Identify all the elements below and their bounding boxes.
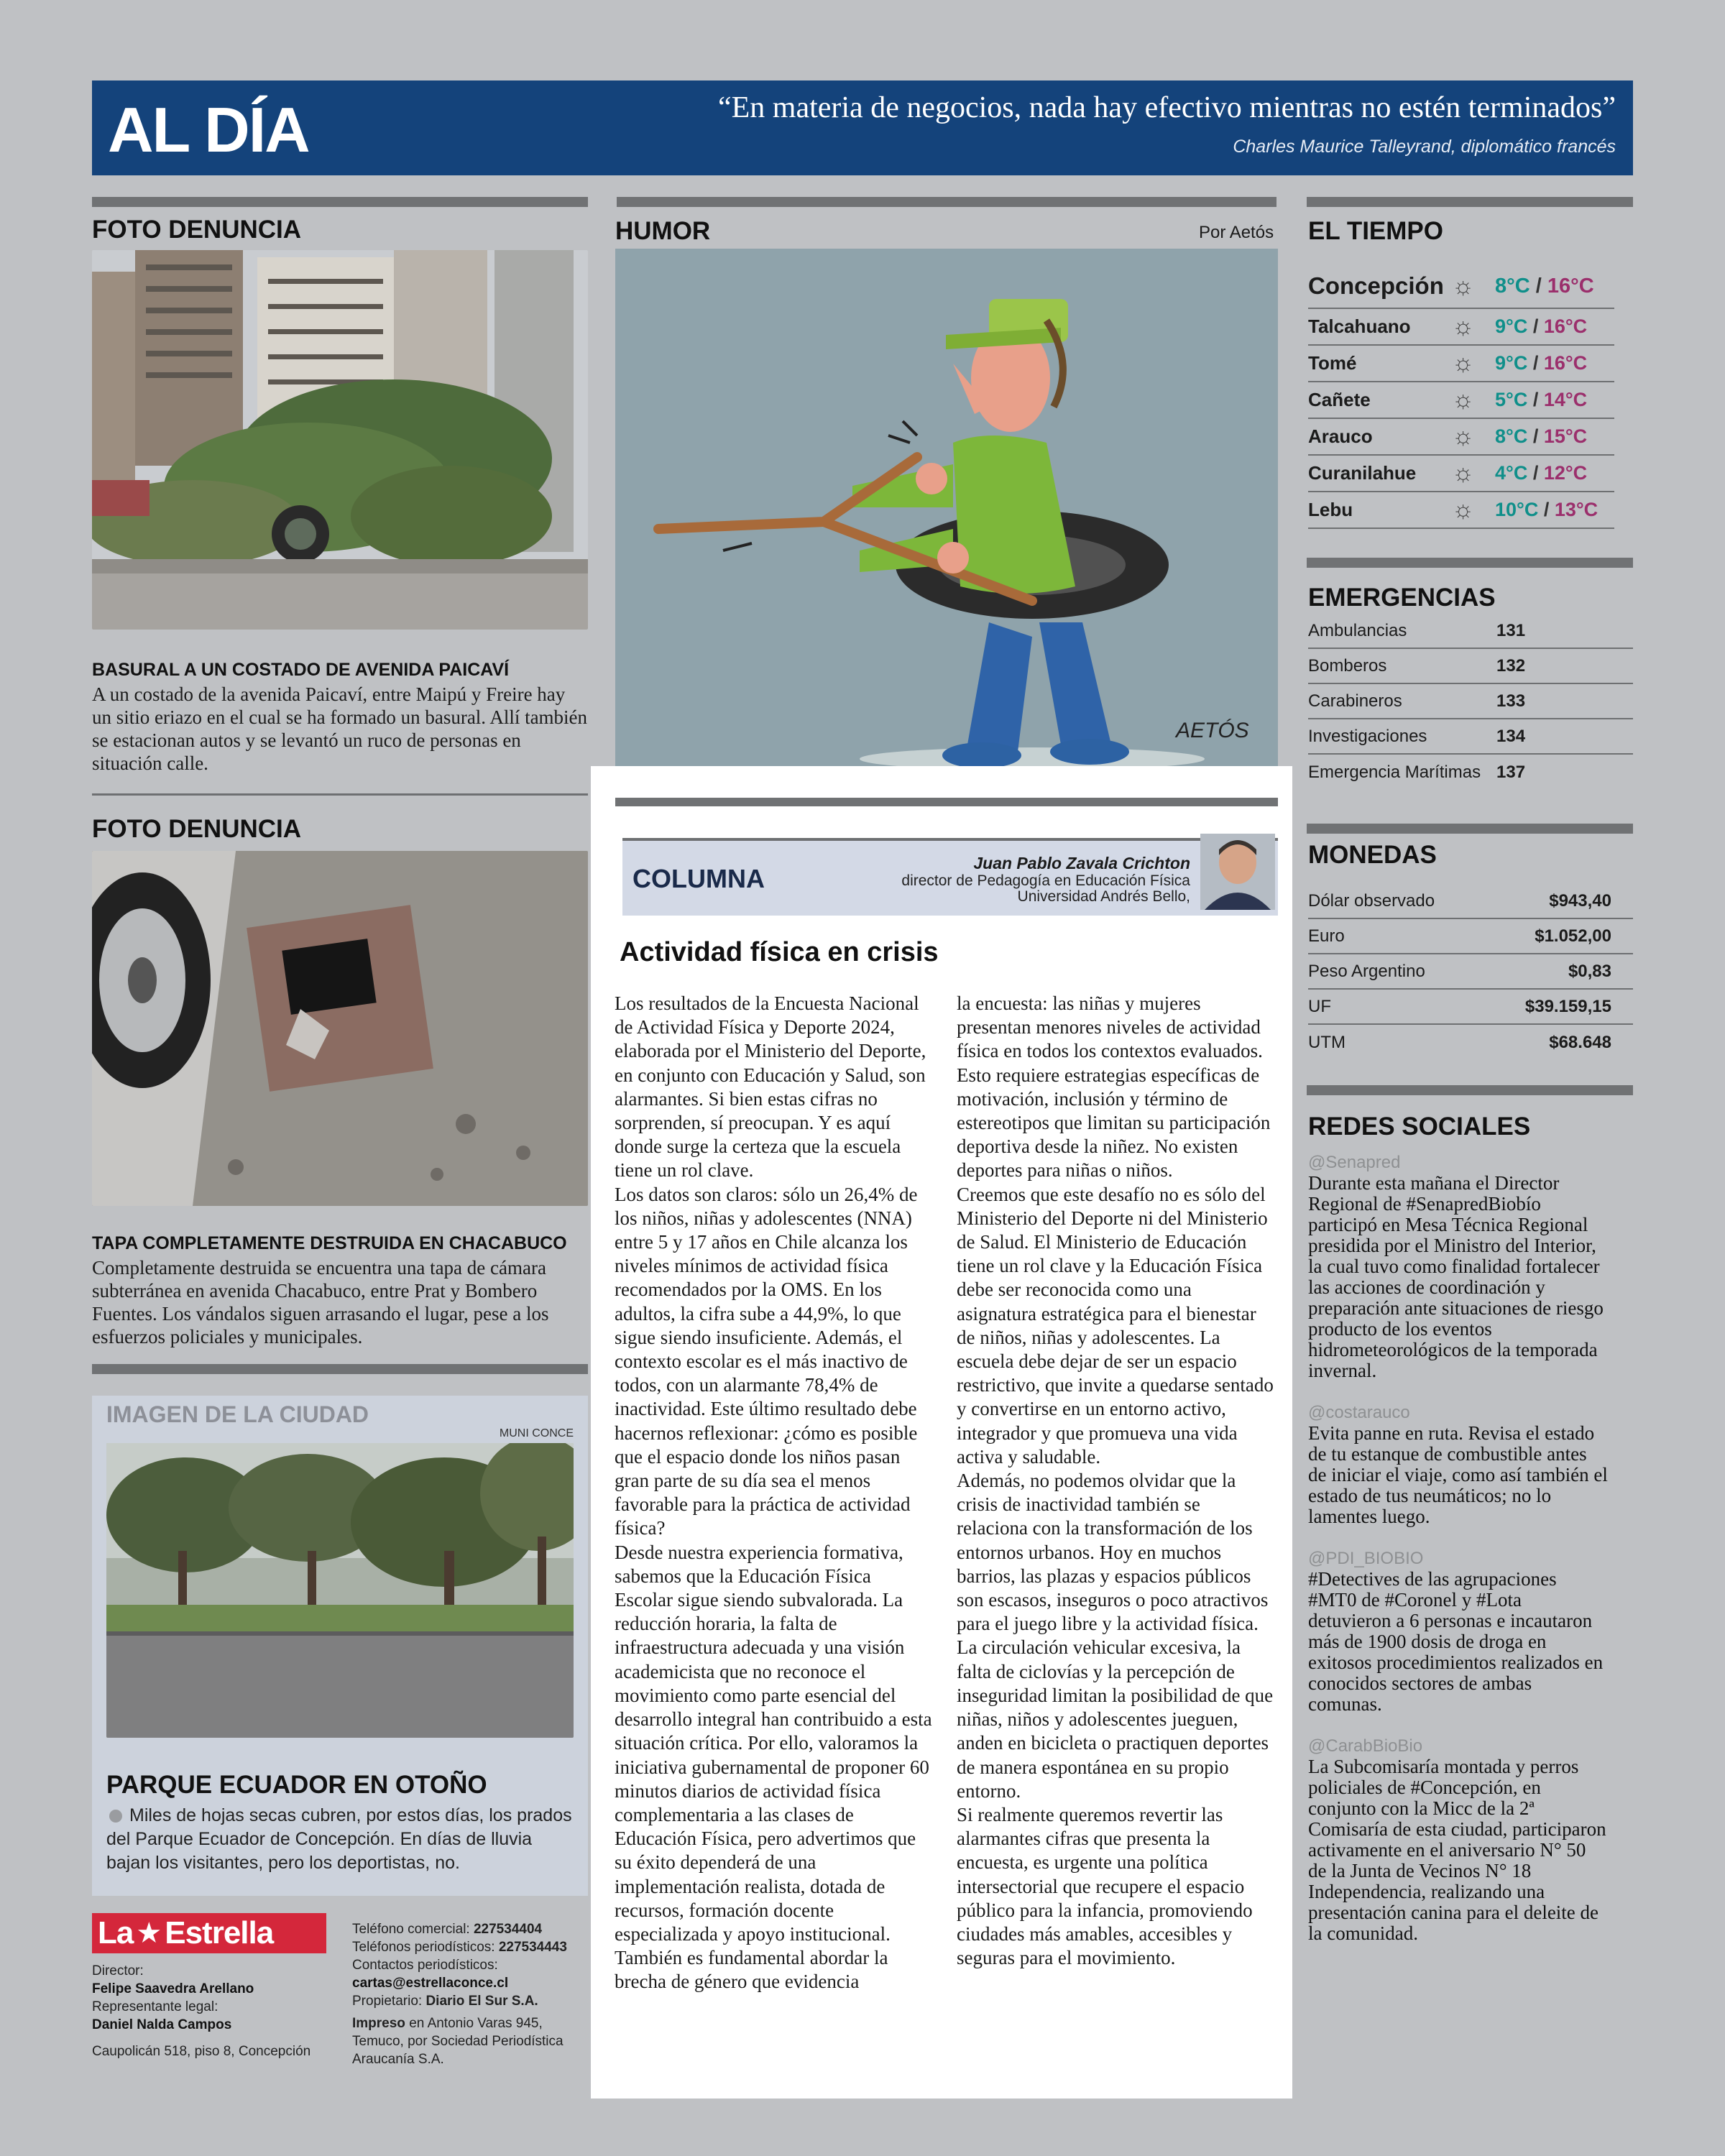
imagen-label: IMAGEN DE LA CIUDAD <box>106 1401 369 1427</box>
foto1-text: A un costado de la avenida Paicaví, entre Maipú y Freire hay un sitio eriazo en el cual se ha formado un basural. Allí también se estacionan autos y se levantó un ruco de personas en situación calle. <box>92 683 588 774</box>
service-name: Investigaciones <box>1308 726 1427 746</box>
banner-quote: “En materia de negocios, nada hay efectivo mientras no estén terminados” <box>717 91 1616 124</box>
weather-row: Cañete ☼ 5°C / 14°C <box>1308 382 1614 419</box>
columna-text-left <box>615 992 932 1994</box>
city: Arauco <box>1308 425 1373 447</box>
basural-photo <box>92 250 588 630</box>
weather-row: Arauco ☼ 8°C / 15°C <box>1308 419 1614 456</box>
currency-name: UTM <box>1308 1032 1346 1052</box>
phone-number: 132 <box>1496 655 1526 676</box>
currency-row <box>1308 990 1633 1025</box>
columna-paragraph: Si realmente queremos revertir las alarmantes cifras que presenta la encuesta, es urgente una política intersectorial que recupere el espacio público para la infancia, promoviendo ciudades más amables, accesibles y seguras para el movimiento. <box>957 1803 1253 1969</box>
weather-row: Concepción ☼ 8°C / 16°C <box>1308 264 1614 309</box>
imagen-headline: PARQUE ECUADOR EN OTOÑO <box>106 1771 487 1799</box>
director-label: Director: <box>92 1963 144 1978</box>
social-handle: @costarauco <box>1308 1403 1410 1422</box>
emergency-row <box>1308 755 1633 790</box>
emergency-row <box>1308 684 1633 719</box>
author-avatar <box>1200 834 1275 910</box>
imagen-text: Miles de hojas secas cubren, por estos días, los prados del Parque Ecuador de Concepción. En días de lluvia bajan los visitantes, pero los deportistas, no. <box>106 1805 572 1873</box>
contacts-label: Contactos periodísticos: <box>352 1958 498 1973</box>
currency-row <box>1308 884 1633 919</box>
emergency-row <box>1308 719 1633 755</box>
currency-row <box>1308 954 1633 990</box>
tiempo-label: EL TIEMPO <box>1308 217 1443 245</box>
city: Cañete <box>1308 389 1371 410</box>
columna-paragraph: Creemos que este desafío no es sólo del Ministerio del Deporte ni del Ministerio de Salud. El Ministerio de Educación tiene un rol clave y la Educación Física debe ser reconocida como una asignatura estratégica para el bienestar de niños, niñas y adolescentes. La escuela debe dejar de ser un espacio restrictivo, que invite a quedarse sentado y convertirse en un entorno activo, integrador y que promueva una vida activa y saludable. <box>957 1183 1274 1468</box>
columna-role1: director de Pedagogía en Educación Física <box>901 872 1190 889</box>
tel-com-label: Teléfono comercial: <box>352 1922 470 1937</box>
city: Concepción <box>1308 272 1444 299</box>
temp-max: 14°C <box>1543 389 1588 410</box>
temp-min: 9°C <box>1495 315 1528 337</box>
sun-cloud-icon: ☼ <box>1452 423 1475 450</box>
currency-value: $0,83 <box>1568 961 1611 981</box>
emergencias-table <box>1308 614 1633 790</box>
divider <box>617 197 1276 207</box>
foto1-headline: BASURAL A UN COSTADO DE AVENIDA PAICAVÍ <box>92 660 510 680</box>
columna-paragraph: la encuesta: las niñas y mujeres presentan menores niveles de actividad física en todos los contextos evaluados. Esto requiere estrategias específicas de motivación, inclusión y término de estereotipos que limitan su participación deportiva desde la niñez. No existen deportes para niñas o niños. <box>957 992 1271 1181</box>
sun-cloud-icon: ☼ <box>1452 459 1475 487</box>
imagen-ciudad-box <box>92 1396 588 1896</box>
humor-cartoon <box>615 249 1278 785</box>
director-name: Felipe Saavedra Arellano <box>92 1981 254 1996</box>
currency-value: $68.648 <box>1549 1032 1611 1052</box>
la-estrella-logo <box>92 1913 326 1953</box>
phone-number: 131 <box>1496 620 1526 640</box>
temp-min: 8°C <box>1495 274 1530 298</box>
section-title: AL DÍA <box>108 94 309 165</box>
columna-paragraph: También es fundamental abordar la brecha de género que evidencia <box>615 1947 888 1993</box>
currency-value: $943,40 <box>1549 890 1611 911</box>
weather-table <box>1308 264 1614 529</box>
divider <box>615 798 1278 806</box>
city: Lebu <box>1308 499 1353 520</box>
tel-per: 227534443 <box>498 1940 567 1955</box>
temp-min: 8°C <box>1495 425 1528 447</box>
quote-author: Charles Maurice Talleyrand, diplomático francés <box>1233 137 1616 157</box>
columna-paragraph: Los resultados de la Encuesta Nacional de Actividad Física y Deporte 2024, elaborada por el Ministerio del Deporte, en conjunto con Educación y Salud, son alarmantes. Si bien estas cifras no sorprenden, sí preocupan. Y es aquí donde surge la certeza que la escuela tiene un rol clave. <box>615 992 926 1181</box>
social-post: Durante esta mañana el Director Regional de #SenapredBiobío participó en Mesa Técnica Regional presidida por el Ministro del Interior, la cual tuvo como finalidad fortalecer las acciones de coordinación y preparación ante situaciones de riesgo producto de los eventos hidrometeorológicos de la temporada invernal. <box>1308 1172 1604 1381</box>
humor-label: HUMOR <box>615 217 711 245</box>
social-post: Evita panne en ruta. Revisa el estado de tu estanque de combustible antes de iniciar el viaje, como así también el estado de tus neumáticos; no lo lamentes luego. <box>1308 1422 1608 1527</box>
temp-max: 12°C <box>1543 462 1588 484</box>
divider <box>1307 824 1633 834</box>
parque-photo <box>106 1443 574 1738</box>
columna-title: Actividad física en crisis <box>620 937 939 967</box>
tapa-photo <box>92 851 588 1206</box>
monedas-table <box>1308 884 1633 1060</box>
emergencias-label: EMERGENCIAS <box>1308 584 1496 612</box>
foto-denuncia-label: FOTO DENUNCIA <box>92 815 302 843</box>
divider <box>92 793 588 796</box>
owner: Diario El Sur S.A. <box>426 1994 538 2009</box>
currency-value: $1.052,00 <box>1535 926 1611 946</box>
columna-text-right <box>957 992 1274 1970</box>
footer-left <box>92 1962 310 2060</box>
temp-min: 9°C <box>1495 352 1528 374</box>
print-label: Impreso <box>352 2016 405 2031</box>
monedas-label: MONEDAS <box>1308 841 1437 869</box>
currency-name: Dólar observado <box>1308 890 1435 911</box>
currency-value: $39.159,15 <box>1524 996 1611 1016</box>
redes-label: REDES SOCIALES <box>1308 1112 1531 1141</box>
foto2-headline: TAPA COMPLETAMENTE DESTRUIDA EN CHACABUCO <box>92 1233 567 1253</box>
sun-cloud-icon: ☼ <box>1452 313 1475 340</box>
phone-number: 134 <box>1496 726 1526 746</box>
social-handle: @CarabBioBio <box>1308 1736 1423 1756</box>
columna-paragraph: Además, no podemos olvidar que la crisis de inactividad también se relaciona con la transformación de los entornos urbanos. Hoy en muchos barrios, las plazas y espacios públicos son escasos, inseguros o poco atractivos para el juego libre y la actividad física. La circulación vehicular excesiva, la falta de ciclovías y la percepción de inseguridad limitan la posibilidad de que niñas, niños y adolescentes jueguen, anden en bicicleta o practiquen deportes de manera espontánea en su propio entorno. <box>957 1470 1274 1802</box>
redes-posts <box>1308 1153 1609 1966</box>
city: Talcahuano <box>1308 315 1411 337</box>
columna-role2: Universidad Andrés Bello, <box>1017 888 1190 905</box>
sun-cloud-icon: ☼ <box>1452 496 1475 523</box>
sun-cloud-icon: ☼ <box>1452 272 1475 300</box>
footer-contacts <box>352 1920 567 2068</box>
columna-paragraph: Desde nuestra experiencia formativa, sabemos que la Educación Física Escolar sigue siendo subvalorada. La reducción horaria, la falta de infraestructura adecuada y una visión academicista que no reconoce el movimiento como parte esencial del desarrollo integral han contribuido a esta situación crítica. Por ello, valoramos la iniciativa gubernamental de proponer 60 minutos diarios de actividad física complementaria a las clases de Educación Física, pero advertimos que su éxito dependerá de una implementación realista, dotada de recursos, formación docente especializada y apoyo institucional. <box>615 1541 932 1945</box>
foto2-text: Completamente destruida se encuentra una tapa de cámara subterránea en avenida Chacabuco, entre Prat y Bombero Fuentes. Los vándalos siguen arrasando el lugar, pese a los esfuerzos policiales y municipales. <box>92 1257 549 1348</box>
temp-max: 16°C <box>1543 315 1588 337</box>
divider <box>1307 1085 1633 1095</box>
temp-max: 15°C <box>1543 425 1588 447</box>
owner-label: Propietario: <box>352 1994 423 2009</box>
temp-max: 16°C <box>1547 274 1594 298</box>
cartoon-signature: AETÓS <box>1176 719 1249 742</box>
phone-number: 133 <box>1496 691 1526 711</box>
bullet-icon <box>109 1810 122 1823</box>
sun-cloud-icon: ☼ <box>1452 386 1475 413</box>
emergency-row <box>1308 649 1633 684</box>
social-handle: @Senapred <box>1308 1153 1401 1172</box>
divider <box>92 1364 588 1374</box>
print-line2: Temuco, por Sociedad Periodística <box>352 2034 564 2049</box>
phone-number: 137 <box>1496 762 1526 782</box>
temp-max: 13°C <box>1554 499 1598 520</box>
tel-com: 227534404 <box>473 1922 543 1937</box>
temp-min: 4°C <box>1495 462 1528 484</box>
weather-row: Lebu ☼ 10°C / 13°C <box>1308 492 1614 529</box>
divider <box>92 197 588 207</box>
service-name: Bomberos <box>1308 655 1387 676</box>
temp-max: 16°C <box>1543 352 1588 374</box>
emergency-row <box>1308 614 1633 649</box>
tel-per-label: Teléfonos periodísticos: <box>352 1940 495 1955</box>
social-handle: @PDI_BIOBIO <box>1308 1549 1424 1568</box>
columna-label: COLUMNA <box>632 864 765 893</box>
currency-name: Euro <box>1308 926 1345 946</box>
service-name: Emergencia Marítimas <box>1308 762 1481 782</box>
temp-min: 5°C <box>1495 389 1528 410</box>
print-line1: en Antonio Varas 945, <box>409 2016 543 2031</box>
humor-author: Por Aetós <box>1199 223 1274 242</box>
currency-row <box>1308 919 1633 954</box>
address: Caupolicán 518, piso 8, Concepción <box>92 2044 311 2059</box>
weather-row: Talcahuano ☼ 9°C / 16°C <box>1308 309 1614 346</box>
rep-label: Representante legal: <box>92 1999 218 2014</box>
photo-credit: MUNI CONCE <box>499 1427 574 1439</box>
foto-denuncia-label: FOTO DENUNCIA <box>92 216 302 244</box>
currency-row <box>1308 1025 1633 1060</box>
email: cartas@estrellaconce.cl <box>352 1976 509 1991</box>
currency-name: Peso Argentino <box>1308 961 1425 981</box>
divider <box>1307 558 1633 568</box>
section-banner <box>92 80 1633 175</box>
currency-name: UF <box>1308 996 1331 1016</box>
social-post: #Detectives de las agrupaciones #MT0 de #Coronel y #Lota detuvieron a 6 personas e incautaron más de 1900 dosis de droga en exitosos procedimientos realizados en conocidos sectores de ambas comunas. <box>1308 1568 1604 1715</box>
rep-name: Daniel Nalda Campos <box>92 2017 232 2032</box>
columna-header <box>622 841 1278 916</box>
columna-paragraph: Los datos son claros: sólo un 26,4% de los niños, niñas y adolescentes (NNA) entre 5 y 17 años en Chile alcanza los niveles mínimos de actividad física recomendados por la OMS. En los adultos, la cifra sube a 44,9%, lo que sigue siendo insuficiente. Además, el contexto escolar es el más inactivo de todos, con un alarmante 78,4% de inactividad. Este último resultado debe hacernos reflexionar: ¿cómo es posible que el espacio donde los niños pasan gran parte de su día sea el menos favorable para la práctica de actividad física? <box>615 1183 918 1539</box>
logo-la: La <box>98 1915 134 1950</box>
print-line3: Araucanía S.A. <box>352 2052 444 2067</box>
service-name: Carabineros <box>1308 691 1402 711</box>
city: Tomé <box>1308 352 1357 374</box>
divider <box>1307 197 1633 207</box>
city: Curanilahue <box>1308 462 1417 484</box>
star-icon: ★ <box>136 1917 162 1949</box>
columna-author: Juan Pablo Zavala Crichton <box>973 854 1190 872</box>
weather-row: Tomé ☼ 9°C / 16°C <box>1308 346 1614 382</box>
social-post: La Subcomisaría montada y perros policiales de #Concepción, en conjunto con la Micc de la 2ª Comisaría de esta ciudad, participaron activamente en el aniversario N° 50 de la Junta de Vecinos N° 18 Independencia, realizando una presentación canina para el deleite de la comunidad. <box>1308 1756 1606 1944</box>
logo-estrella: Estrella <box>165 1915 274 1950</box>
sun-cloud-icon: ☼ <box>1452 349 1475 377</box>
service-name: Ambulancias <box>1308 620 1407 640</box>
temp-min: 10°C <box>1495 499 1539 520</box>
weather-row: Curanilahue ☼ 4°C / 12°C <box>1308 456 1614 492</box>
